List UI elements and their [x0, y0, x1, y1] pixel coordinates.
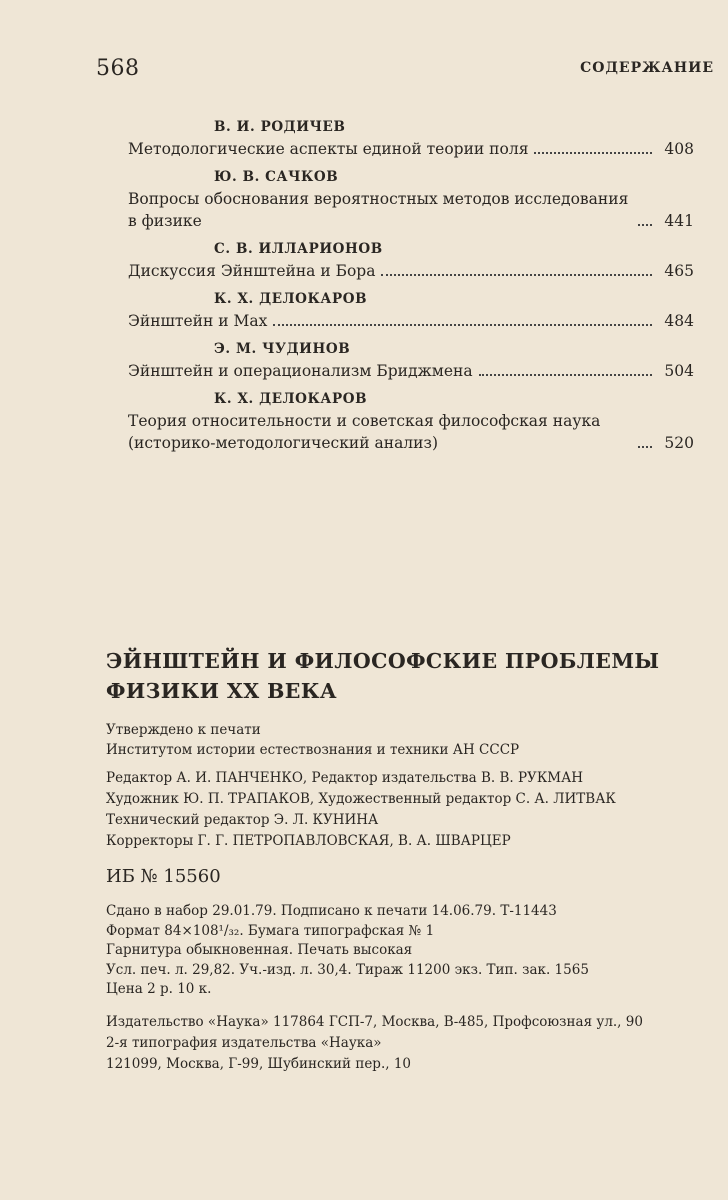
credit-line: Редактор А. И. ПАНЧЕНКО, Редактор издательства В. В. РУКМАН [106, 770, 584, 786]
print-info [106, 902, 589, 1000]
credit-line: Корректоры Г. Г. ПЕТРОПАВЛОВСКАЯ, В. А. ШВАРЦЕР [106, 833, 511, 849]
toc-author: К. Х. ДЕЛОКАРОВ [214, 391, 368, 407]
toc-author: В. И. РОДИЧЕВ [214, 119, 346, 135]
toc-entry [128, 188, 694, 232]
toc-leader [534, 152, 652, 154]
toc-title: Теория относительности и советская философская наука (историко-методологический анализ) [128, 412, 601, 452]
toc-title: Эйнштейн и операционализм Бриджмена [128, 362, 473, 380]
publisher-line: 2-я типография издательства «Наука» [106, 1035, 382, 1051]
toc-item [128, 166, 694, 232]
toc-entry [128, 410, 694, 454]
publisher-line: Издательство «Наука» 117864 ГСП-7, Москва, В-485, Профсоюзная ул., 90 [106, 1014, 643, 1030]
toc-item [128, 116, 694, 160]
toc-leader [479, 374, 652, 376]
publisher-info [106, 1012, 643, 1075]
print-line: Усл. печ. л. 29,82. Уч.-изд. л. 30,4. Тираж 11200 экз. Тип. зак. 1565 [106, 961, 589, 978]
toc-leader [273, 324, 652, 326]
book-title [106, 646, 659, 706]
toc-author: Ю. В. САЧКОВ [214, 169, 339, 185]
print-line: Формат 84×108¹/₃₂. Бумага типографская № 1 [106, 922, 435, 939]
book-title-line: ФИЗИКИ XX ВЕКА [106, 679, 337, 703]
print-line: Сдано в набор 29.01.79. Подписано к печати 14.06.79. Т-11443 [106, 903, 557, 919]
toc-leader [638, 446, 652, 448]
toc-entry [128, 138, 694, 160]
ib-number: ИБ № 15560 [106, 866, 221, 887]
toc-page: 504 [664, 362, 694, 380]
book-title-line: ЭЙНШТЕЙН И ФИЛОСОФСКИЕ ПРОБЛЕМЫ [106, 649, 660, 673]
toc-item [128, 388, 694, 454]
table-of-contents [128, 116, 694, 460]
toc-author: С. В. ИЛЛАРИОНОВ [214, 241, 383, 257]
toc-author: Э. М. ЧУДИНОВ [214, 341, 351, 357]
toc-page: 520 [664, 434, 694, 452]
toc-page: 484 [664, 312, 694, 330]
approval-note [106, 720, 519, 760]
toc-title: Дискуссия Эйнштейна и Бора [128, 262, 376, 280]
credit-line: Технический редактор Э. Л. КУНИНА [106, 812, 379, 828]
toc-author: К. Х. ДЕЛОКАРОВ [214, 291, 368, 307]
toc-page: 408 [664, 140, 694, 158]
approval-line: Утверждено к печати [106, 722, 261, 738]
approval-line: Институтом истории естествознания и техники АН СССР [106, 742, 520, 758]
toc-title: Вопросы обоснования вероятностных методов исследования в физике [128, 190, 629, 230]
toc-entry [128, 360, 694, 382]
toc-entry [128, 310, 694, 332]
publisher-line: 121099, Москва, Г-99, Шубинский пер., 10 [106, 1056, 411, 1072]
toc-page: 441 [664, 212, 694, 230]
print-line: Цена 2 р. 10 к. [106, 981, 212, 997]
toc-item [128, 338, 694, 382]
toc-item [128, 288, 694, 332]
credit-line: Художник Ю. П. ТРАПАКОВ, Художественный редактор С. А. ЛИТВАК [106, 791, 616, 807]
page-number: 568 [96, 56, 140, 81]
print-line: Гарнитура обыкновенная. Печать высокая [106, 942, 413, 958]
toc-title: Методологические аспекты единой теории поля [128, 140, 529, 158]
running-head: СОДЕРЖАНИЕ [580, 60, 714, 76]
toc-title: Эйнштейн и Мах [128, 312, 268, 330]
toc-entry [128, 260, 694, 282]
toc-leader [381, 274, 652, 276]
toc-leader [638, 224, 652, 226]
toc-item [128, 238, 694, 282]
toc-page: 465 [664, 262, 694, 280]
credits [106, 768, 616, 852]
